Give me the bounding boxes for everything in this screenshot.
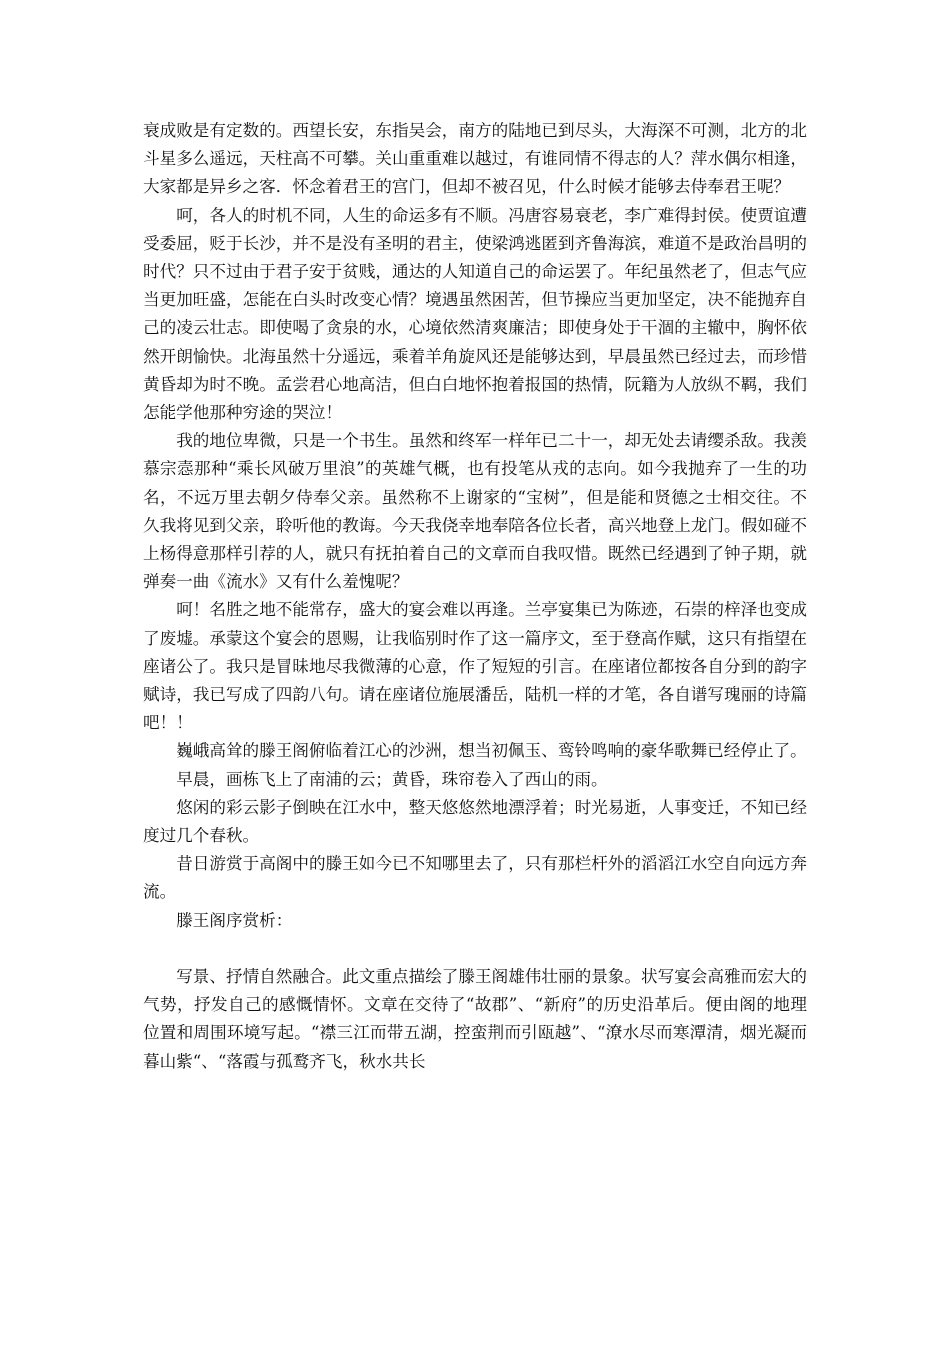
section-heading-appreciation: 滕王阁序赏析： — [176, 910, 293, 930]
paragraph-continuation: 衰成败是有定数的。西望长安，东指吴会，南方的陆地已到尽头，大海深不可测，北方的北斗星多么遥远，天柱高不可攀。关山重重难以越过，有谁同情不得志的人？萍水偶尔相逢，大家都是异乡之客．怀念着君王的宫门，但却不被召见，什么时候才能够去侍奉君王呢？ — [143, 121, 807, 197]
paragraph-poem-line-2: 早晨，画栋飞上了南浦的云；黄昏，珠帘卷入了西山的雨。 — [176, 769, 608, 789]
paragraph-humble-scholar: 我的地位卑微，只是一个书生。虽然和终军一样年已二十一，却无处去请缨杀敌。我羡慕宗悫那种“乘长风破万里浪”的英雄气概，也有投笔从戎的志向。如今我抛弃了一生的功名，不远万里去朝夕侍奉父亲。虽然称不上谢家的“宝树”，但是能和贤德之士相交往。不久我将见到父亲，聆听他的教诲。今天我侥幸地奉陪各位长者，高兴地登上龙门。假如碰不上杨得意那样引荐的人，就只有抚拍着自己的文章而自我叹惜。既然已经遇到了钟子期，就弹奏一曲《流水》又有什么羞愧呢？ — [143, 431, 807, 592]
paragraph-appreciation: 写景、抒情自然融合。此文重点描绘了滕王阁雄伟壮丽的景象。状写宴会高雅而宏大的气势，抒发自己的感慨情怀。文章在交待了“故郡”、“新府”的历史沿革后。便由阁的地理位置和周围环境写起。“襟三江而带五湖，控蛮荆而引瓯越”、“潦水尽而寒潭清，烟光凝而暮山紫“、“落霞与孤鹜齐飞，秋水共长 — [143, 966, 807, 1071]
blank-line — [143, 935, 807, 963]
paragraph-poem-line-3: 悠闲的彩云影子倒映在江水中，整天悠悠然地漂浮着；时光易逝，人事变迁，不知已经度过几个春秋。 — [143, 797, 807, 846]
paragraph-farewell: 呵！名胜之地不能常存，盛大的宴会难以再逢。兰亭宴集已为陈迹，石崇的梓泽也变成了废墟。承蒙这个宴会的恩赐，让我临别时作了这一篇序文，至于登高作赋，这只有指望在座诸公了。我只是冒昧地尽我微薄的心意，作了短短的引言。在座诸位都按各自分到的韵字赋诗，我已写成了四韵八句。请在座诸位施展潘岳，陆机一样的才笔，各自谱写瑰丽的诗篇吧！！ — [143, 600, 807, 733]
paragraph-poem-line-1: 巍峨高耸的滕王阁俯临着江心的沙洲，想当初佩玉、鸾铃鸣响的豪华歌舞已经停止了。 — [176, 741, 807, 761]
paragraph-poem-line-4: 昔日游赏于高阁中的滕王如今已不知哪里去了，只有那栏杆外的滔滔江水空自向远方奔流。 — [143, 854, 807, 902]
document-page — [143, 117, 807, 1076]
paragraph-fate-and-ambition: 呵，各人的时机不同，人生的命运多有不顺。冯唐容易衰老，李广难得封侯。使贾谊遭受委屈，贬于长沙，并不是没有圣明的君主，使梁鸿逃匿到齐鲁海滨，难道不是政治昌明的时代？只不过由于君子安于贫贱，通达的人知道自己的命运罢了。年纪虽然老了，但志气应当更加旺盛，怎能在白头时改变心情？境遇虽然困苦，但节操应当更加坚定，决不能抛弃自己的凌云壮志。即使喝了贪泉的水，心境依然清爽廉洁；即使身处于干涸的主辙中，胸怀依然开朗愉快。北海虽然十分遥远，乘着羊角旋风还是能够达到，早晨虽然已经过去，而珍惜黄昏却为时不晚。孟尝君心地高洁，但白白地怀抱着报国的热情，阮籍为人放纵不羁，我们怎能学他那种穷途的哭泣！ — [143, 205, 807, 423]
